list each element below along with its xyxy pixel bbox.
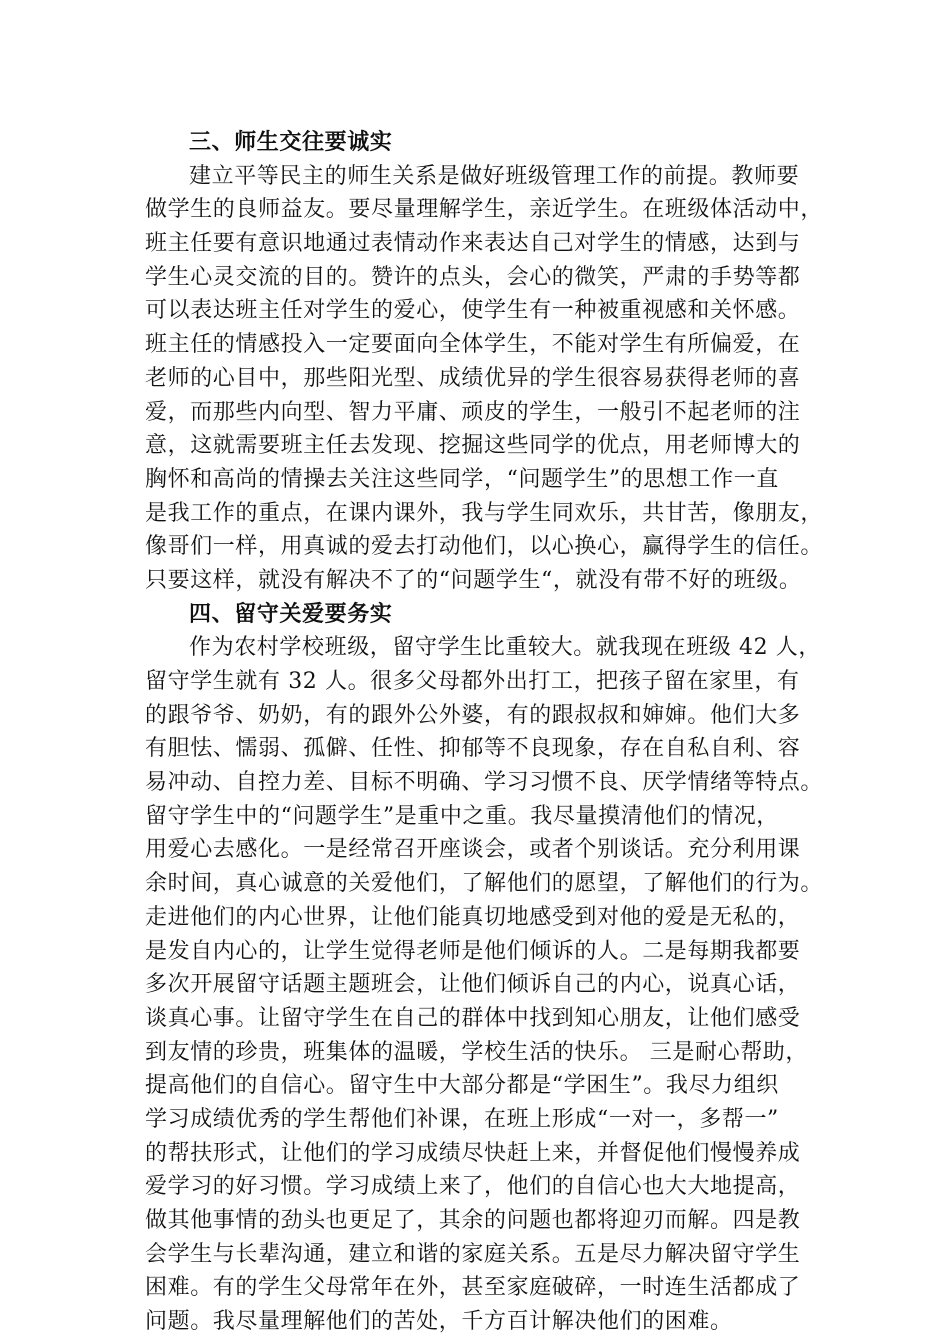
- paragraph-line: 像哥们一样，用真诚的爱去打动他们，以心换心，赢得学生的信任。: [145, 534, 824, 560]
- paragraph-line: 的跟爷爷、奶奶，有的跟外公外婆，有的跟叔叔和婶婶。他们大多: [145, 702, 801, 728]
- paragraph-line: 多次开展留守话题主题班会，让他们倾诉自己的内心，说真心话，: [145, 972, 801, 998]
- paragraph-line: 班主任的情感投入一定要面向全体学生，不能对学生有所偏爱，在: [145, 332, 801, 358]
- paragraph-line: 是发自内心的，让学生觉得老师是他们倾诉的人。二是每期我都要: [145, 938, 801, 964]
- paragraph-line: 有胆怯、懦弱、孤僻、任性、抑郁等不良现象，存在自私自利、容: [145, 736, 801, 762]
- paragraph-line: 是我工作的重点，在课内课外，我与学生同欢乐，共甘苦，像朋友，: [145, 500, 824, 526]
- document-body: [145, 126, 825, 1339]
- paragraph-line: 胸怀和高尚的情操去关注这些同学，“问题学生”的思想工作一直: [145, 466, 779, 492]
- paragraph-line: 用爱心去感化。一是经常召开座谈会，或者个别谈话。充分利用课: [145, 837, 801, 863]
- paragraph-line: 易冲动、自控力差、目标不明确、学习习惯不良、厌学情绪等特点。: [145, 770, 824, 796]
- paragraph-line: 爱学习的好习惯。学习成绩上来了，他们的自信心也大大地提高，: [145, 1174, 801, 1200]
- paragraph-line: 困难。有的学生父母常年在外，甚至家庭破碎，一时连生活都成了: [145, 1275, 801, 1301]
- section-heading-3: 三、师生交往要诚实: [189, 129, 393, 155]
- paragraph-line: 会学生与长辈沟通，建立和谐的家庭关系。五是尽力解决留守学生: [145, 1241, 801, 1267]
- paragraph-line: 留守学生中的“问题学生”是重中之重。我尽量摸清他们的情况，: [145, 803, 779, 829]
- paragraph-line: 只要这样，就没有解决不了的“问题学生“，就没有带不好的班级。: [145, 567, 802, 593]
- paragraph-line: 走进他们的内心世界，让他们能真切地感受到对他的爱是无私的，: [145, 904, 801, 930]
- paragraph-line: 爱，而那些内向型、智力平庸、顽皮的学生，一般引不起老师的注: [145, 399, 801, 425]
- paragraph-line: 的帮扶形式，让他们的学习成绩尽快赶上来，并督促他们慢慢养成: [145, 1140, 801, 1166]
- paragraph-line: 到友情的珍贵，班集体的温暖，学校生活的快乐。 三是耐心帮助，: [145, 1039, 808, 1065]
- paragraph-line: 余时间，真心诚意的关爱他们，了解他们的愿望，了解他们的行为。: [145, 871, 824, 897]
- section-heading-4: 四、留守关爱要务实: [189, 600, 393, 627]
- paragraph-line: 学生心灵交流的目的。赞许的点头，会心的微笑，严肃的手势等都: [145, 264, 801, 290]
- paragraph-line: 问题。我尽量理解他们的苦处，千方百计解决他们的困难。: [145, 1309, 733, 1335]
- paragraph-line: 做其他事情的劲头也更足了，其余的问题也都将迎刃而解。四是教: [145, 1208, 801, 1233]
- paragraph-line: 老师的心目中，那些阳光型、成绩优异的学生很容易获得老师的喜: [145, 365, 801, 391]
- paragraph-line: 意，这就需要班主任去发现、挖掘这些同学的优点，用老师博大的: [145, 433, 801, 459]
- paragraph-line: 学习成绩优秀的学生帮他们补课，在班上形成“一对一，多帮一”: [145, 1106, 779, 1132]
- paragraph-line: 谈真心事。让留守学生在自己的群体中找到知心朋友，让他们感受: [145, 1005, 801, 1031]
- paragraph-line: 做学生的良师益友。要尽量理解学生，亲近学生。在班级体活动中，: [145, 197, 824, 223]
- paragraph-line: 班主任要有意识地通过表情动作来表达自己对学生的情感，达到与: [145, 231, 801, 257]
- paragraph-line: 可以表达班主任对学生的爱心，使学生有一种被重视感和关怀感。: [145, 298, 801, 324]
- paragraph-line: 留守学生就有 32 人。很多父母都外出打工，把孩子留在家里，有: [145, 669, 800, 694]
- paragraph-line: 作为农村学校班级，留守学生比重较大。就我现在班级 42 人，: [189, 635, 821, 661]
- paragraph-line: 提高他们的自信心。留守生中大部分都是“学困生”。我尽力组织: [145, 1073, 779, 1099]
- paragraph-line: 建立平等民主的师生关系是做好班级管理工作的前提。教师要: [189, 163, 800, 189]
